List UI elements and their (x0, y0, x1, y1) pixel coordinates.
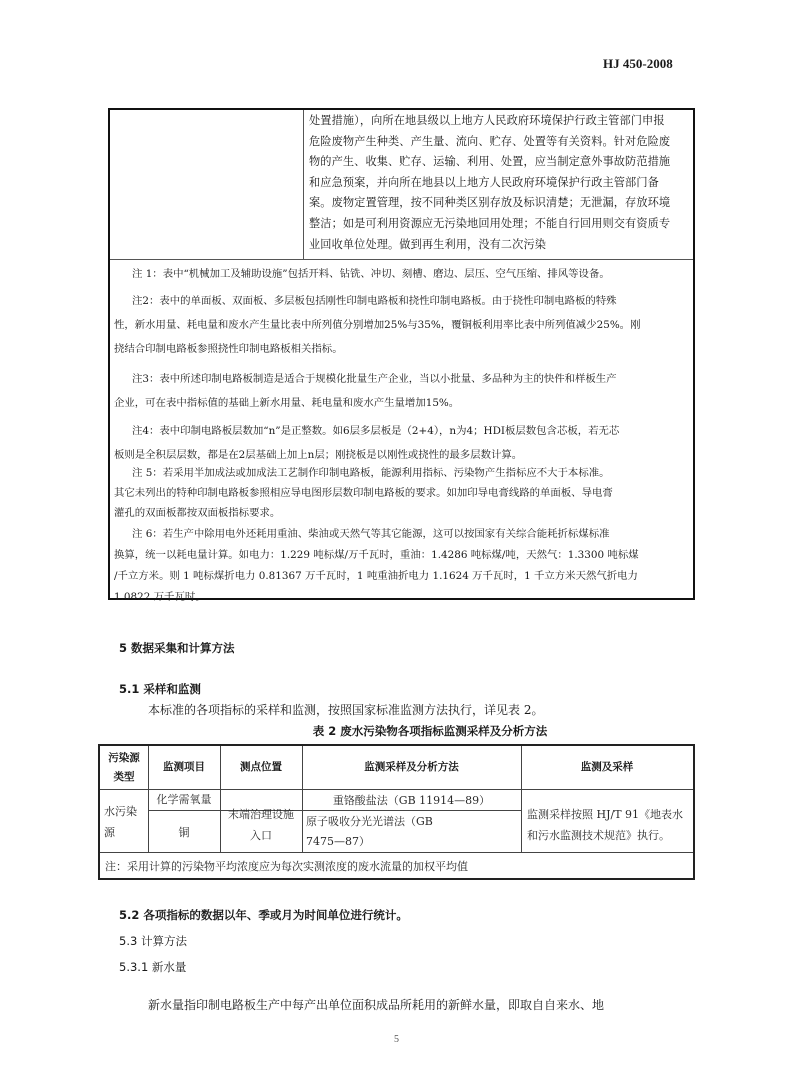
cell-source-type: 水污染源 (104, 805, 137, 839)
section-5-3-1-heading: 5.3.1 新水量 (119, 960, 187, 974)
header-method: 监测采样及分析方法 (364, 761, 459, 773)
header-location: 测点位置 (240, 761, 282, 773)
note-6-line: 换算，统一以耗电量计算。如电力：1.229 吨标煤/万千瓦时，重油：1.4286 吨标煤/吨，天然气：1.3300 吨标煤 (114, 549, 639, 561)
cell-location: 末端治理设施入口 (228, 808, 294, 842)
header-sampling: 监测及采样 (580, 761, 634, 773)
top-table-left-cell (110, 110, 304, 259)
text-line: 物的产生、收集、贮存、运输、利用、处置，应当制定意外事故防范措施 (309, 155, 671, 169)
text-line: 处置措施），向所在地县级以上地方人民政府环境保护行政主管部门申报 (309, 114, 665, 127)
note-4-line: 注4：表中印制电路板层数加“n”是正整数。如6层多层板是（2+4），n为4；HDI板层数包含芯板，若无芯 (132, 425, 620, 437)
cell-sampling: 监测采样按照 HJ/T 91《地表水和污水监测技术规范》执行。 (527, 808, 684, 842)
header-source-type: 污染源类型 (108, 751, 140, 783)
cell-item-cod: 化学需氧量 (156, 793, 212, 806)
note-5-line: 其它未列出的特种印制电路板参照相应导电图形层数印制电路板的要求。如加印导电膏线路的单面板、导电膏 (114, 487, 613, 499)
table-rule (148, 810, 521, 811)
table-2-note: 注：采用计算的污染物平均浓度应为每次实测浓度的废水流量的加权平均值 (105, 860, 468, 873)
text-line: 业回收单位处理。做到再生利用，没有二次污染 (309, 237, 547, 251)
note-5-line: 灌孔的双面板都按双面板指标要求。 (114, 507, 281, 519)
note-6-line: 1.0822 万千瓦时。 (114, 591, 206, 603)
text-line: 案。废物定置管理，按不同种类区别存放及标识清楚；无泄漏，存放环境 (309, 196, 671, 210)
note-2-line: 性，新水用量、耗电量和废水产生量比表中所列值分别增加25%与35%，覆铜板利用率比表中所列值减少25%。刚 (114, 319, 641, 331)
note-3-line: 注3：表中所述印制电路板制造是适合于规模化批量生产企业，当以小批量、多品种为主的快件和样板生产 (132, 373, 617, 385)
table-rule (100, 789, 693, 790)
top-table-right-cell (309, 111, 689, 255)
note-3-line: 企业，可在表中指标值的基础上新水用量、耗电量和废水产生量增加15%。 (114, 397, 460, 409)
section-5-1-paragraph: 本标准的各项指标的采样和监测，按照国家标准监测方法执行，详见表 2。 (148, 703, 544, 717)
table-2 (98, 744, 695, 880)
cell-item-copper: 铜 (178, 826, 190, 839)
section-5-2-heading: 5.2 各项指标的数据以年、季或月为时间单位进行统计。 (119, 908, 408, 922)
note-6-line: /千立方米。则 1 吨标煤折电力 0.81367 万千瓦时，1 吨重油折电力 1.1624 万千瓦时，1 千立方米天然气折电力 (114, 570, 638, 582)
top-table-row (110, 110, 693, 260)
section-5-3-1-paragraph: 新水量指印制电路板生产中每产出单位面积成品所耗用的新鲜水量，即取自自来水、地 (148, 998, 605, 1012)
cell-method-cod: 重铬酸盐法（GB 11914—89） (332, 794, 491, 807)
text-line: 整洁；如是可利用资源应无污染地回用处理；不能自行回用则交有资质专 (309, 216, 671, 230)
note-1: 注 1：表中“机械加工及辅助设施”包括开料、钻铣、冲切、刻槽、磨边、层压、空气压缩、排风等设备。 (132, 268, 610, 280)
text-line: 和应急预案，并向所在地县以上地方人民政府环境保护行政主管部门备 (309, 175, 659, 189)
note-2-line: 挠结合印制电路板参照挠性印制电路板相关指标。 (114, 343, 343, 355)
cell-method-copper: 原子吸收分光光谱法（GB 7475—87） (306, 815, 433, 848)
standard-code: HJ 450-2008 (603, 56, 673, 71)
note-5-line: 注 5：若采用半加成法或加成法工艺制作印制电路板，能源利用指标、污染物产生指标应不大于本标准。 (132, 467, 610, 479)
page-number: 5 (394, 1034, 399, 1045)
table-2-caption (0, 723, 794, 739)
section-5-heading: 5 数据采集和计算方法 (119, 641, 235, 655)
section-5-3-heading: 5.3 计算方法 (119, 934, 187, 948)
note-4-line: 板则是全积层层数，都是在2层基础上加上n层；刚挠板是以刚性或挠性的最多层数计算。 (114, 449, 523, 461)
top-table (108, 108, 695, 603)
note-2-line: 注2：表中的单面板、双面板、多层板包括刚性印制电路板和挠性印制电路板。由于挠性印制电路板的特殊 (132, 295, 617, 307)
note-6-line: 注 6：若生产中除用电外还耗用重油、柴油或天然气等其它能源，这可以按国家有关综合能耗折标煤标准 (132, 528, 610, 540)
section-5-1-heading: 5.1 采样和监测 (119, 682, 201, 696)
table-2-caption-text: 表 2 废水污染物各项指标监测采样及分析方法 (312, 724, 548, 738)
text-line: 危险废物产生种类、产生量、流向、贮存、处置等有关资料。针对危险废 (309, 134, 671, 148)
header-monitoring-item: 监测项目 (163, 761, 205, 773)
table-rule (100, 852, 693, 853)
